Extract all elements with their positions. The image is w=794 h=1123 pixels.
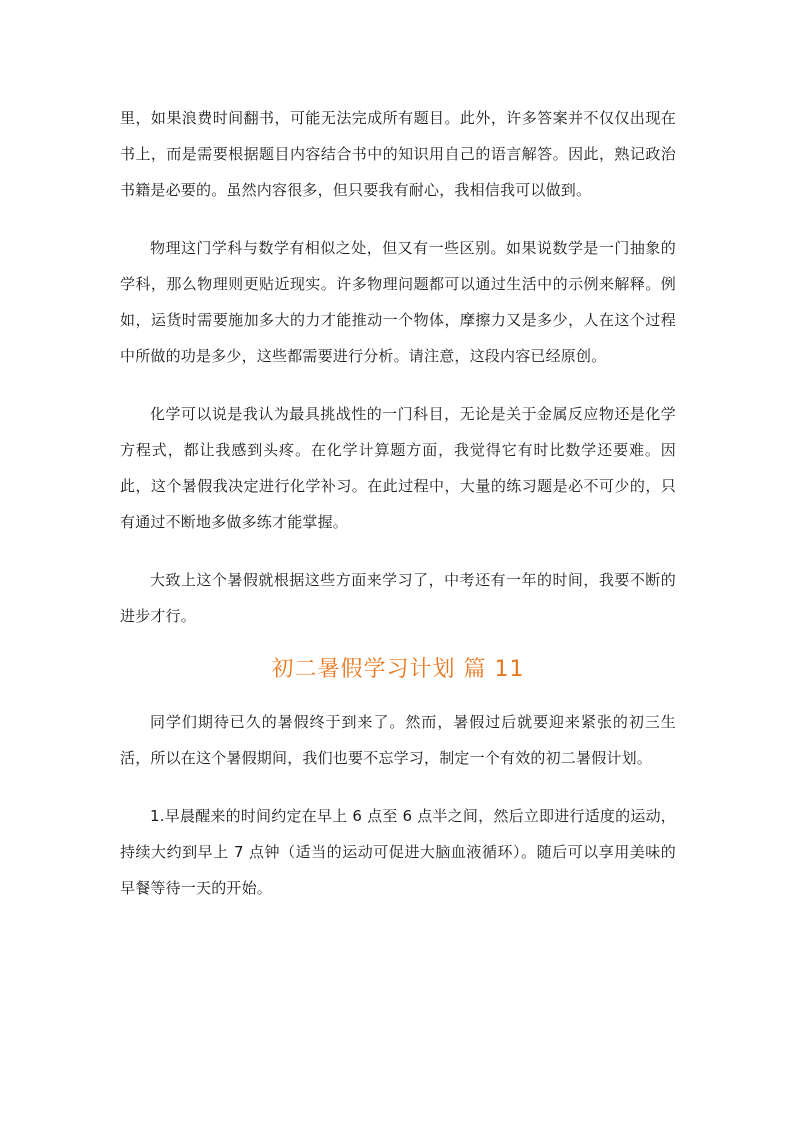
paragraph-politics-continued: 里，如果浪费时间翻书，可能无法完成所有题目。此外，许多答案并不仅仅出现在书上，而是需要根据题目内容结合书中的知识用自己的语言解答。因此，熟记政治书籍是必要的。虽然内容很多，但只要我有耐心，我相信我可以做到。 (120, 109, 676, 199)
paragraph-intro: 同学们期待已久的暑假终于到来了。然而，暑假过后就要迎来紧张的初三生活，所以在这个暑假期间，我们也要不忘学习，制定一个有效的初二暑假计划。 (120, 713, 676, 767)
document-body (120, 100, 676, 906)
paragraph-plan-item-1: 1.早晨醒来的时间约定在早上 6 点至 6 点半之间，然后立即进行适度的运动，持续大约到早上 7 点钟（适当的运动可促进大脑血液循环）。随后可以享用美味的早餐等待一天的开始。 (120, 807, 676, 897)
paragraph-physics: 物理这门学科与数学有相似之处，但又有一些区别。如果说数学是一门抽象的学科，那么物理则更贴近现实。许多物理问题都可以通过生活中的示例来解释。例如，运货时需要施加多大的力才能推动一个物体，摩擦力又是多少，人在这个过程中所做的功是多少，这些都需要进行分析。请注意，这段内容已经原创。 (120, 239, 676, 365)
paragraph-chemistry: 化学可以说是我认为最具挑战性的一门科目，无论是关于金属反应物还是化学方程式，都让我感到头疼。在化学计算题方面，我觉得它有时比数学还要难。因此，这个暑假我决定进行化学补习。在此过程中，大量的练习题是必不可少的，只有通过不断地多做多练才能掌握。 (120, 405, 676, 531)
paragraph-summary: 大致上这个暑假就根据这些方面来学习了，中考还有一年的时间，我要不断的进步才行。 (120, 571, 676, 625)
section-heading: 初二暑假学习计划 篇 11 (271, 657, 525, 682)
